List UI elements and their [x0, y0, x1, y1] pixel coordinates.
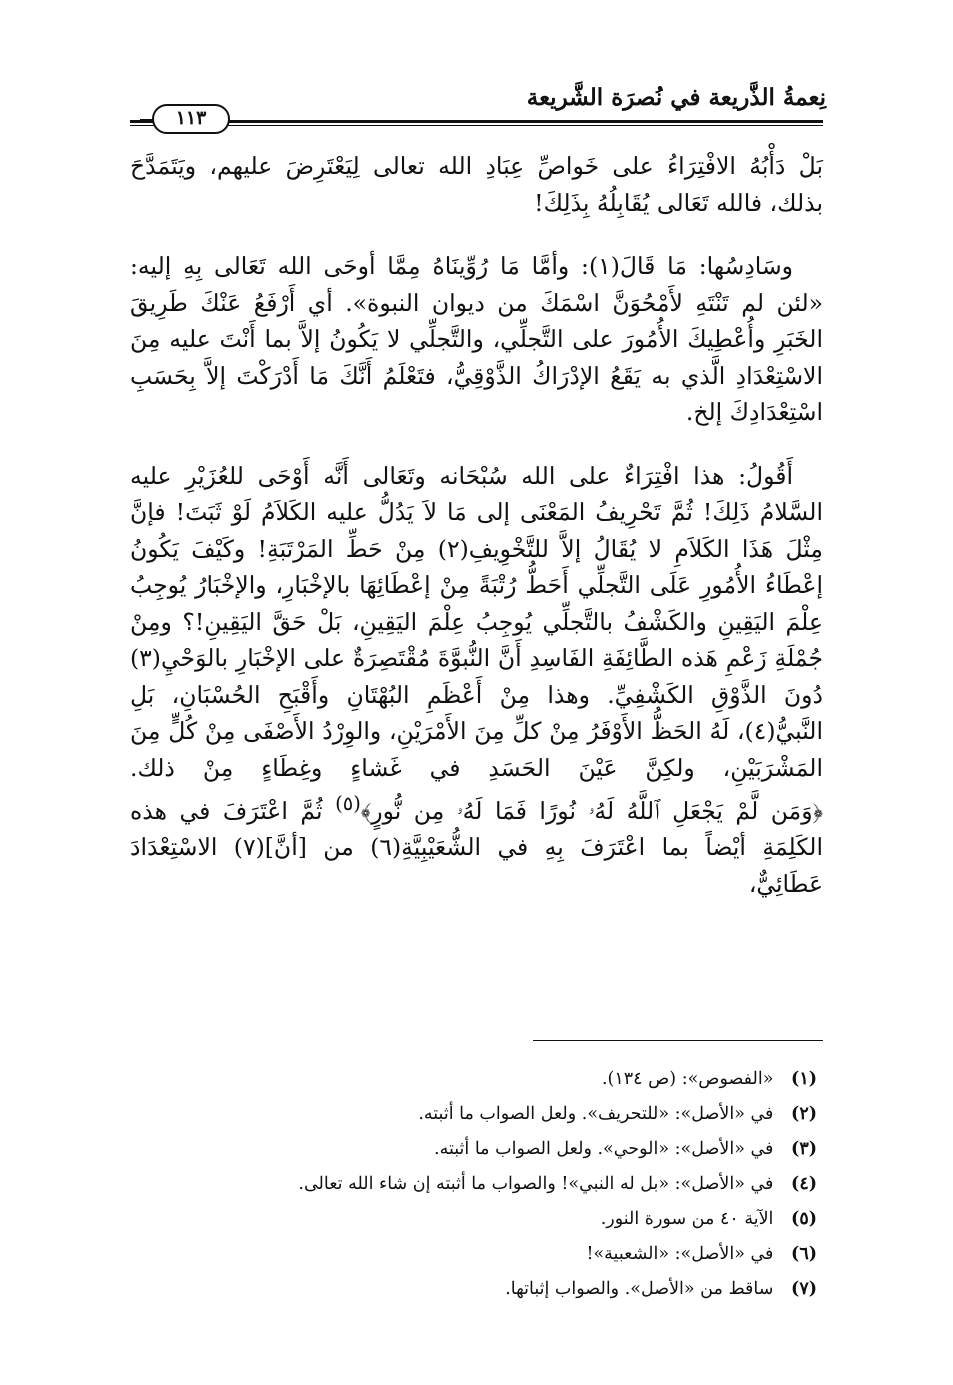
footnote-number: (٤): [791, 1174, 817, 1194]
footnote-number: (٧): [791, 1279, 817, 1299]
footnote-number: (١): [791, 1069, 817, 1089]
footnote-text: الآية ٤٠ من سورة النور.: [600, 1209, 774, 1229]
page-number: ١١٣: [152, 104, 230, 134]
footnote-text: في «الأصل»: «الشعبية»!: [586, 1244, 774, 1264]
footnote-item: [298, 1132, 817, 1167]
footnote-item: [298, 1272, 817, 1307]
footnote-item: [298, 1202, 817, 1237]
quran-footnote-ref: (٥): [335, 792, 361, 815]
header-rule: [130, 120, 823, 123]
footnote-text: ساقط من «الأصل». والصواب إثباتها.: [505, 1279, 774, 1299]
footnote-text: في «الأصل»: «الوحي». ولعل الصواب ما أثبته.: [434, 1139, 774, 1159]
footnote-separator: [533, 1040, 823, 1041]
paragraph-3-continuation: ثُمَّ اعْتَرَفَ في هذه الكَلِمَةِ أيْضاً بما اعْتَرَفَ بِهِ في الشُّعَيْبِيَّةِ(٦) من [أنَّ](٧) الاسْتِعْدَادَ عَطَائِيٌّ،: [130, 796, 823, 898]
footnote-text: في «الأصل»: «بل له النبي»! والصواب ما أثبته إن شاء الله تعالى.: [298, 1174, 774, 1194]
footnote-item: [298, 1062, 817, 1097]
paragraph-1: بَلْ دَأْبُهُ الافْتِرَاءُ على خَواصِّ عِبَادِ الله تعالى لِيَعْتَرِضَ عليهم، ويَتَمَدَّحَ بذلك، فالله تَعَالى يُقَابِلُهُ بِذَلِكَ!: [130, 152, 823, 217]
running-title: نِعمةُ الذَّريعة في نُصرَة الشَّريعة: [526, 84, 826, 111]
main-text: [130, 148, 823, 929]
paragraph-3-text: أَقُولُ: هذا افْتِرَاءٌ على الله سُبْحَانه وتَعَالى أَنَّه أَوْحَى للعُزَيْرِ عليه السَّلامُ ذَلِكَ! ثُمَّ تَحْرِيفُ المَعْنَى إلى مَا لاَ يَدُلُّ عليه الكَلاَمُ لَوْ ثَبَتَ! فإنَّ مِثْلَ هَذَا الكَلاَمِ لا يُقَالُ إلاَّ للتَّخْوِيفِ(٢) مِنْ حَطِّ المَرْتَبَةِ! وكَيْفَ يَكُونُ إعْطَاءُ الأُمُورِ عَلَى التَّجلِّي أَحَطُّ رُتْبَةً مِنْ إعْطَائِهَا بالإخْبَارِ، والإخْبَارُ يُوجِبُ عِلْمَ اليَقِينِ والكَشْفُ بالتَّجلِّي يُوجِبُ عِلْمَ اليَقِينِ، بَلْ حَقَّ اليَقِينِ!؟ ومِنْ جُمْلَةِ زَعْمِ هَذه الطَّائِفَةِ الفَاسِدِ أَنَّ النُّبوَّةَ مُقْتَصِرَةٌ على الإخْبَارِ بالوَحْيِ(٣) دُونَ الذَّوْقِ الكَشْفِيِّ. وهذا مِنْ أَعْظَمِ البُهْتَانِ وأَقْبَحِ الحُسْبَانِ، بَلِ النَّبيُّ(٤)، لَهُ الحَظُّ الأَوْفَرُ مِنْ كلِّ مِنَ الأَمْرَيْنِ، والوِرْدُ الأَصْفَى مِنْ كُلٍّ مِنَ المَشْرَبَيْنِ، ولكِنَّ عَيْنَ الحَسَدِ في غَشاءٍ وغِطَاءٍ مِنْ ذلك.: [130, 461, 823, 782]
paragraph-3: [130, 458, 823, 903]
quran-verse: ﴿وَمَن لَّمْ يَجْعَلِ ٱللَّهُ لَهُۥ نُورًا فَمَا لَهُۥ مِن نُّورٍ﴾: [360, 796, 823, 825]
footnotes-list: [298, 1062, 817, 1307]
header-rule-thin: [130, 125, 823, 126]
footnote-number: (٣): [791, 1139, 817, 1159]
footnote-number: (٥): [791, 1209, 817, 1229]
footnote-item: [298, 1097, 817, 1132]
footnote-text: «الفصوص»: (ص ١٣٤).: [601, 1069, 774, 1089]
footnote-number: (٦): [791, 1244, 817, 1264]
footnote-item: [298, 1167, 817, 1202]
footnote-text: في «الأصل»: «للتحريف». ولعل الصواب ما أثبته.: [418, 1104, 774, 1124]
footnote-item: [298, 1237, 817, 1272]
paragraph-2: وسَادِسُها: مَا قَالَ(١): وأمَّا مَا رُوِّينَاهُ مِمَّا أوحَى الله تَعَالى بِهِ إليه: «لئن لم تَنْتَهِ لأَمْحُوَنَّ اسْمَكَ من ديوان النبوة». أي أَرْفَعُ عَنْكَ طَرِيقَ الخَبَرِ وأُعْطِيكَ الأُمُورَ على التَّجلِّي، والتَّجلِّي لا يَكُونُ إلاَّ بما أَنْتَ عليه مِنَ الاسْتِعْدَادِ الَّذي به يَقَعُ الإدْرَاكُ الذَّوْقِيُّ، فتَعْلَمُ أَنَّكَ مَا أَدْرَكْتَ إلاَّ بِحَسَبِ اسْتِعْدَادِكَ إلخ.: [130, 252, 823, 426]
footnote-number: (٢): [791, 1104, 817, 1124]
